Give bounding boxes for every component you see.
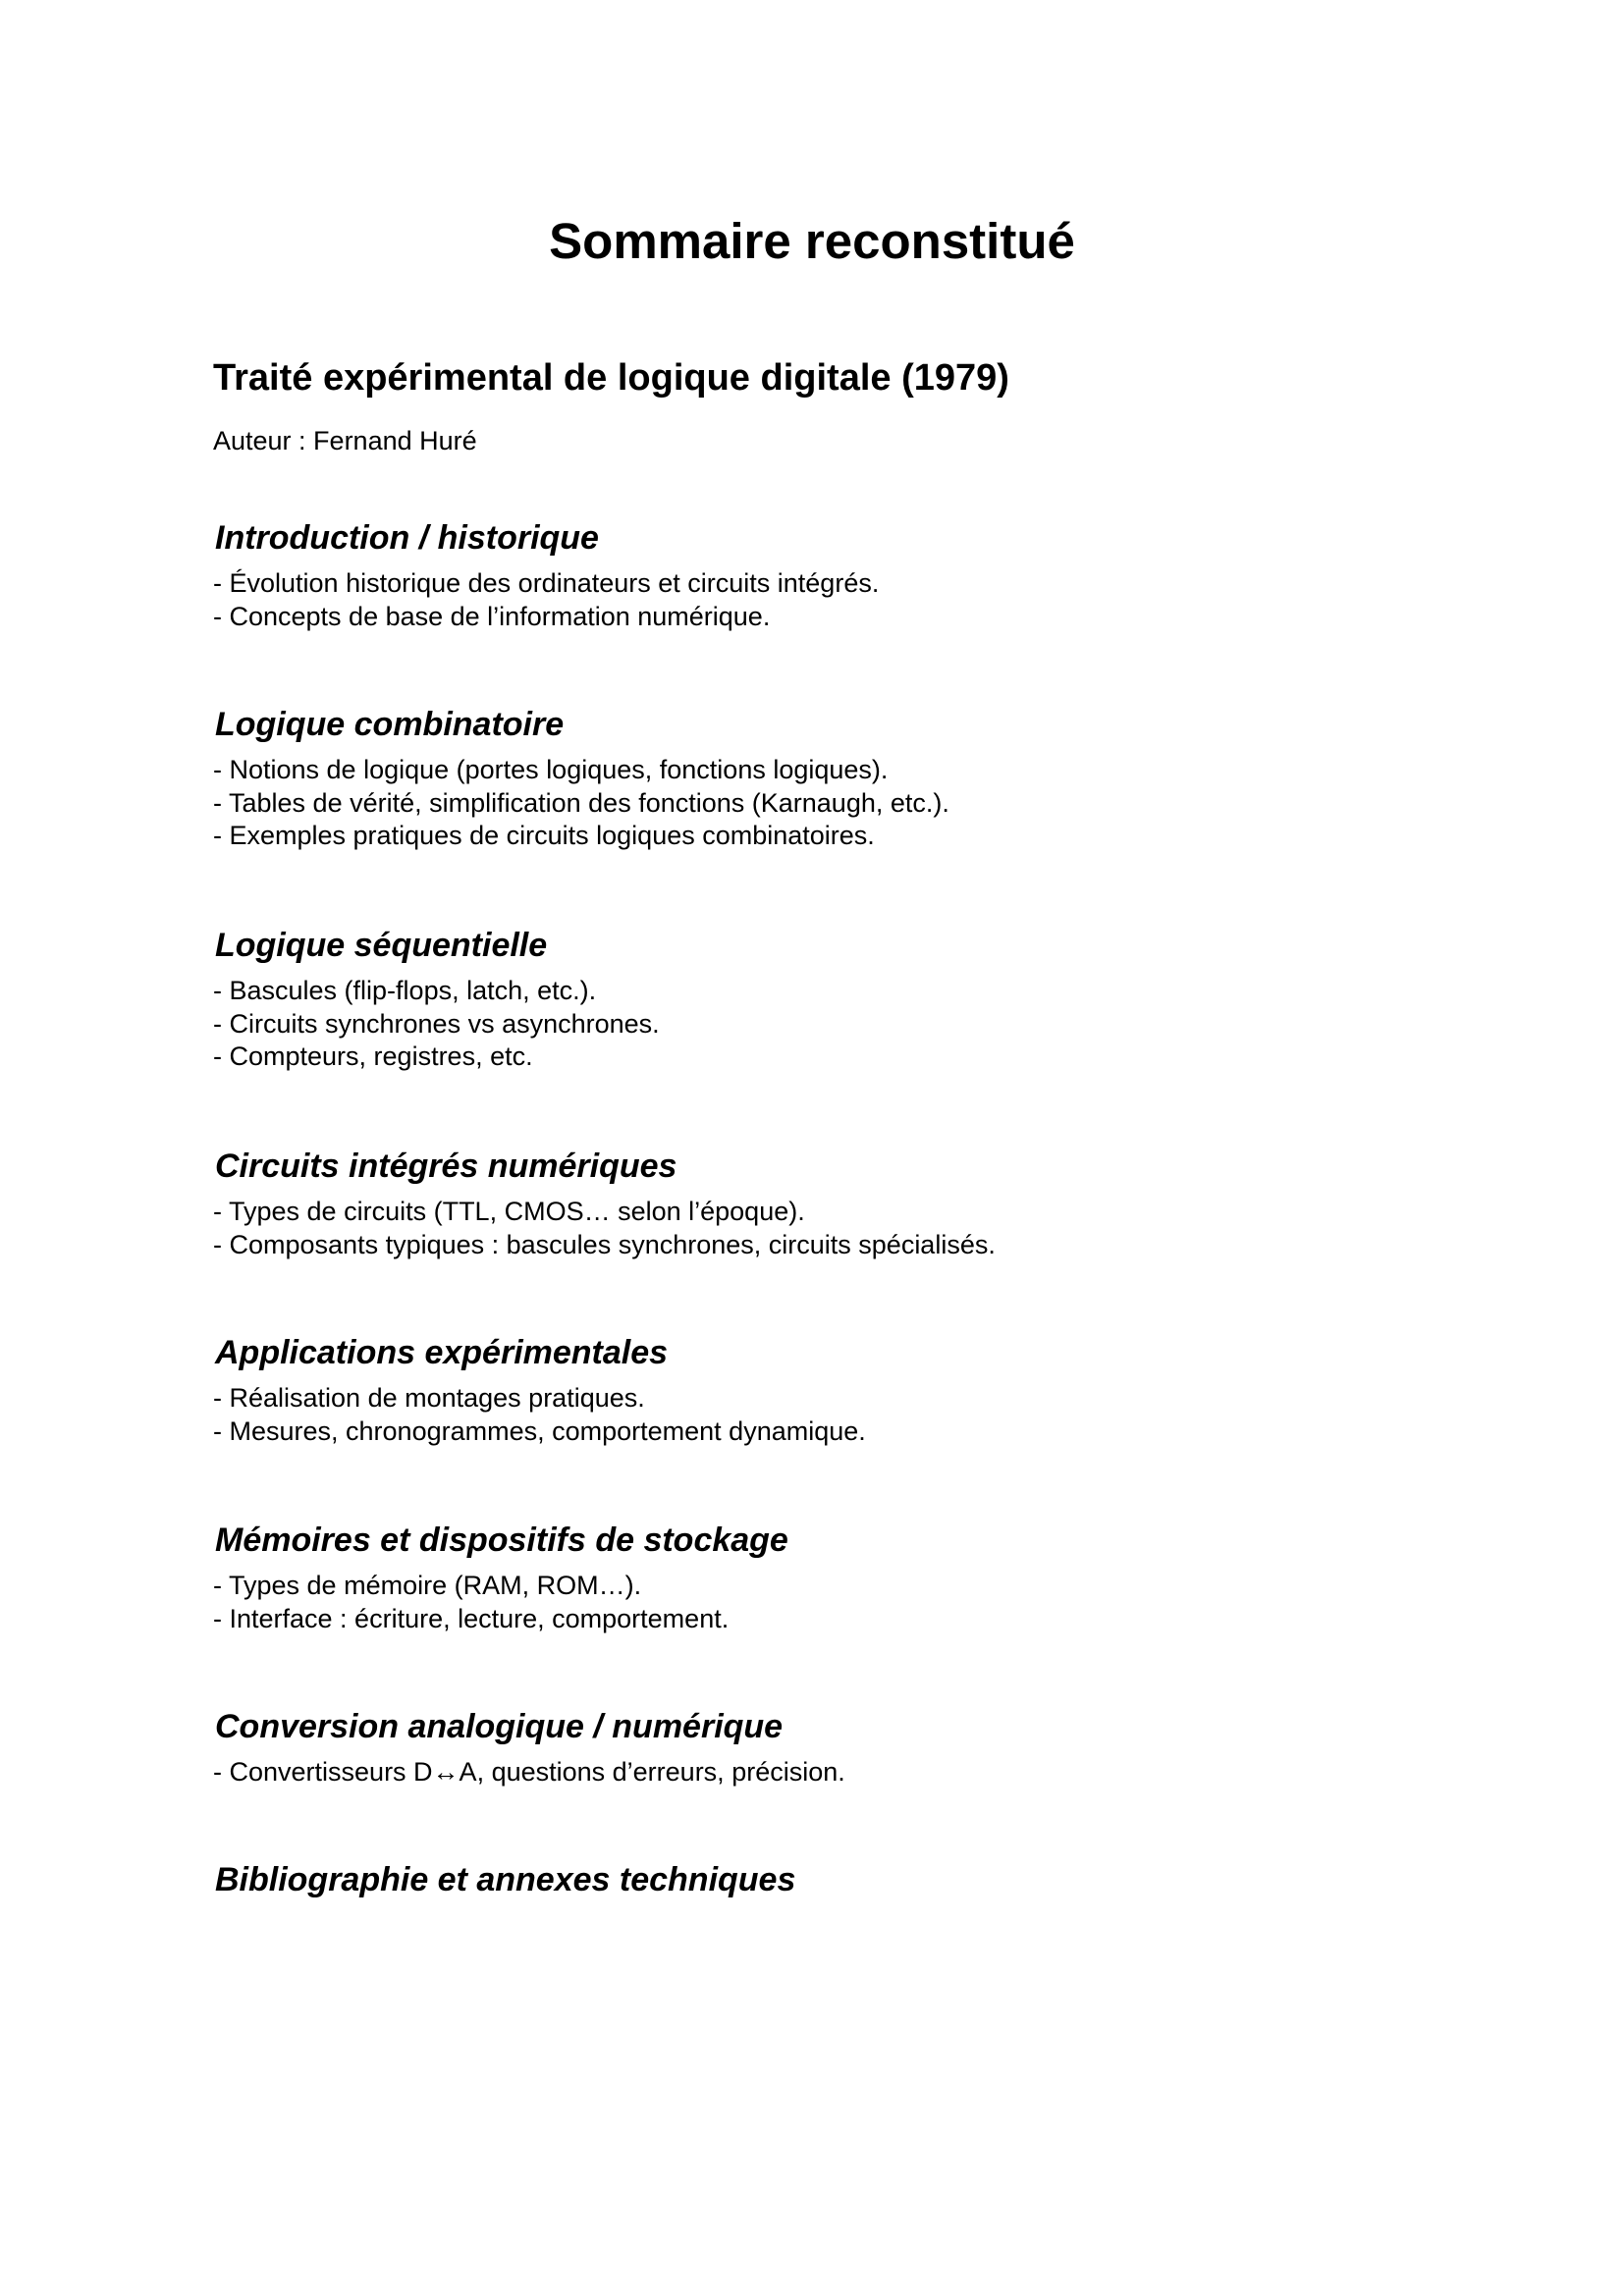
section-item-list xyxy=(215,754,1491,853)
section-bibliographie xyxy=(215,1860,1491,1909)
section-item-list xyxy=(215,1382,1491,1448)
section-heading: Conversion analogique / numérique xyxy=(215,1708,784,1745)
list-item: - Concepts de base de l’information numérique. xyxy=(213,601,771,631)
section-memoires xyxy=(215,1521,1491,1635)
list-item: - Tables de vérité, simplification des fonctions (Karnaugh, etc.). xyxy=(213,787,949,818)
section-applications-experimentales xyxy=(215,1333,1491,1448)
section-heading: Applications expérimentales xyxy=(215,1334,669,1371)
section-conversion xyxy=(215,1707,1491,1789)
section-logique-combinatoire xyxy=(215,705,1491,853)
list-item: - Convertisseurs D↔A, questions d’erreurs, précision. xyxy=(213,1757,845,1787)
section-introduction xyxy=(215,518,1491,633)
section-item-list xyxy=(215,975,1491,1074)
page-title: Sommaire reconstitué xyxy=(549,213,1075,269)
section-heading: Circuits intégrés numériques xyxy=(215,1148,677,1185)
list-item: - Bascules (flip-flops, latch, etc.). xyxy=(213,976,597,1005)
list-item: - Types de mémoire (RAM, ROM…). xyxy=(213,1571,642,1600)
list-item: - Composants typiques : bascules synchrones, circuits spécialisés. xyxy=(213,1229,996,1259)
list-item: - Notions de logique (portes logiques, fonctions logiques). xyxy=(213,755,889,784)
section-heading: Bibliographie et annexes techniques xyxy=(215,1861,796,1898)
section-heading: Logique séquentielle xyxy=(215,927,548,964)
section-heading: Introduction / historique xyxy=(215,519,599,557)
list-item: - Interface : écriture, lecture, comportement. xyxy=(213,1603,730,1633)
section-item-list xyxy=(215,567,1491,633)
list-item: - Exemples pratiques de circuits logiques combinatoires. xyxy=(213,821,875,850)
author-line: Auteur : Fernand Huré xyxy=(213,426,477,455)
section-logique-sequentielle xyxy=(215,926,1491,1074)
list-item: - Mesures, chronogrammes, comportement dynamique. xyxy=(213,1415,866,1446)
book-title: Traité expérimental de logique digitale (1979) xyxy=(213,357,1009,399)
section-circuits-integres xyxy=(215,1147,1491,1261)
list-item: - Évolution historique des ordinateurs et circuits intégrés. xyxy=(213,568,880,598)
section-item-list xyxy=(215,1756,1491,1789)
section-heading: Logique combinatoire xyxy=(215,706,565,743)
section-item-list xyxy=(215,1196,1491,1261)
list-item: - Compteurs, registres, etc. xyxy=(213,1041,533,1071)
list-item: - Circuits synchrones vs asynchrones. xyxy=(213,1008,660,1039)
list-item: - Types de circuits (TTL, CMOS… selon l’époque). xyxy=(213,1197,805,1226)
section-heading: Mémoires et dispositifs de stockage xyxy=(215,1522,788,1559)
section-item-list xyxy=(215,1570,1491,1635)
list-item: - Réalisation de montages pratiques. xyxy=(213,1383,645,1413)
